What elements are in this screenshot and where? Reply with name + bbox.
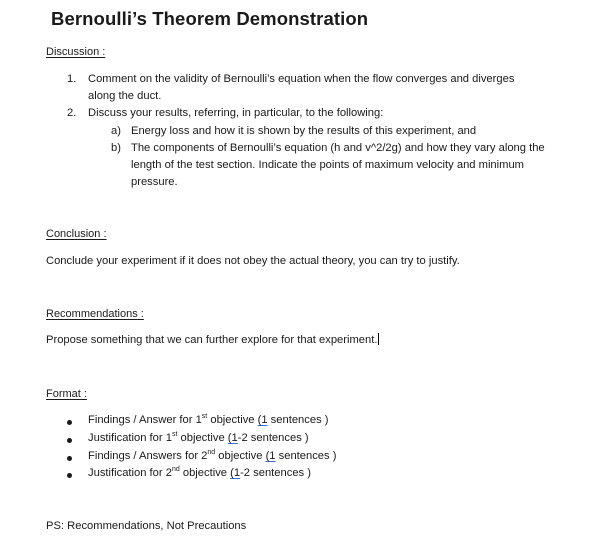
page-title: Bernoulli’s Theorem Demonstration (51, 8, 369, 29)
recommendations-heading: Recommendations : (46, 308, 144, 320)
recommendations-text: Propose something that we can further explore for that experiment. (46, 334, 378, 346)
document-page: Bernoulli’s Theorem Demonstration Discussion : 1. Comment on the validity of Bernoulli’s equation when the flow converges and diverges along the duct. 2. Discuss your results, referring, in particular, to the following: a) Energy loss and how it is shown by the results of this experiment, and b) The components of Bernoulli’s equation (h and v^2/2g) and how they vary along the length of the test section. Indicate the points of maximum velocity and minimum pressure. Conclusion : Conclude your experiment if it does not obey the actual theory, you can try to justify. Recommendations : Propose something that we can further explore for that experiment. Format : Findings / Answer for 1st objective (1 sentences ) Justification for 1st objective (1-2 sentences ) Findings / Answers for 2nd objective (1 sentences ) Justification for 2nd objective (1-2 sentences ) PS: Recommendations, Not Precautions (46, 8, 545, 532)
ps-note: PS: Recommendations, Not Precautions (46, 520, 247, 532)
bullet-dot-icon (67, 473, 72, 478)
bullet-dot-icon (67, 438, 72, 443)
list-item-text: Discuss your results, referring, in particular, to the following: (88, 107, 384, 120)
bullet-dot-icon (67, 456, 72, 461)
text-cursor (378, 333, 379, 345)
sublist-letter: a) (111, 124, 121, 137)
list-item-text: along the duct. (88, 90, 162, 103)
sublist-letter: b) (111, 141, 121, 154)
sublist-item-text: The components of Bernoulli’s equation (h and v^2/2g) and how they vary along the (131, 141, 545, 154)
list-number: 2. (67, 107, 77, 120)
sublist-item-text: Energy loss and how it is shown by the results of this experiment, and (131, 124, 477, 137)
discussion-heading: Discussion : (46, 46, 106, 58)
conclusion-heading: Conclusion : (46, 228, 107, 240)
list-item-text: Comment on the validity of Bernoulli’s equation when the flow converges and diverges (88, 73, 515, 85)
conclusion-text: Conclude your experiment if it does not obey the actual theory, you can try to justify. (46, 255, 460, 267)
list-number: 1. (67, 73, 77, 85)
format-heading: Format : (46, 388, 87, 400)
recommendations-line[interactable] (46, 333, 379, 346)
sublist-item-text: pressure. (131, 176, 178, 189)
sublist-item-text: length of the test section. Indicate the points of maximum velocity and minimum (131, 159, 524, 171)
bullet-dot-icon (67, 420, 72, 425)
